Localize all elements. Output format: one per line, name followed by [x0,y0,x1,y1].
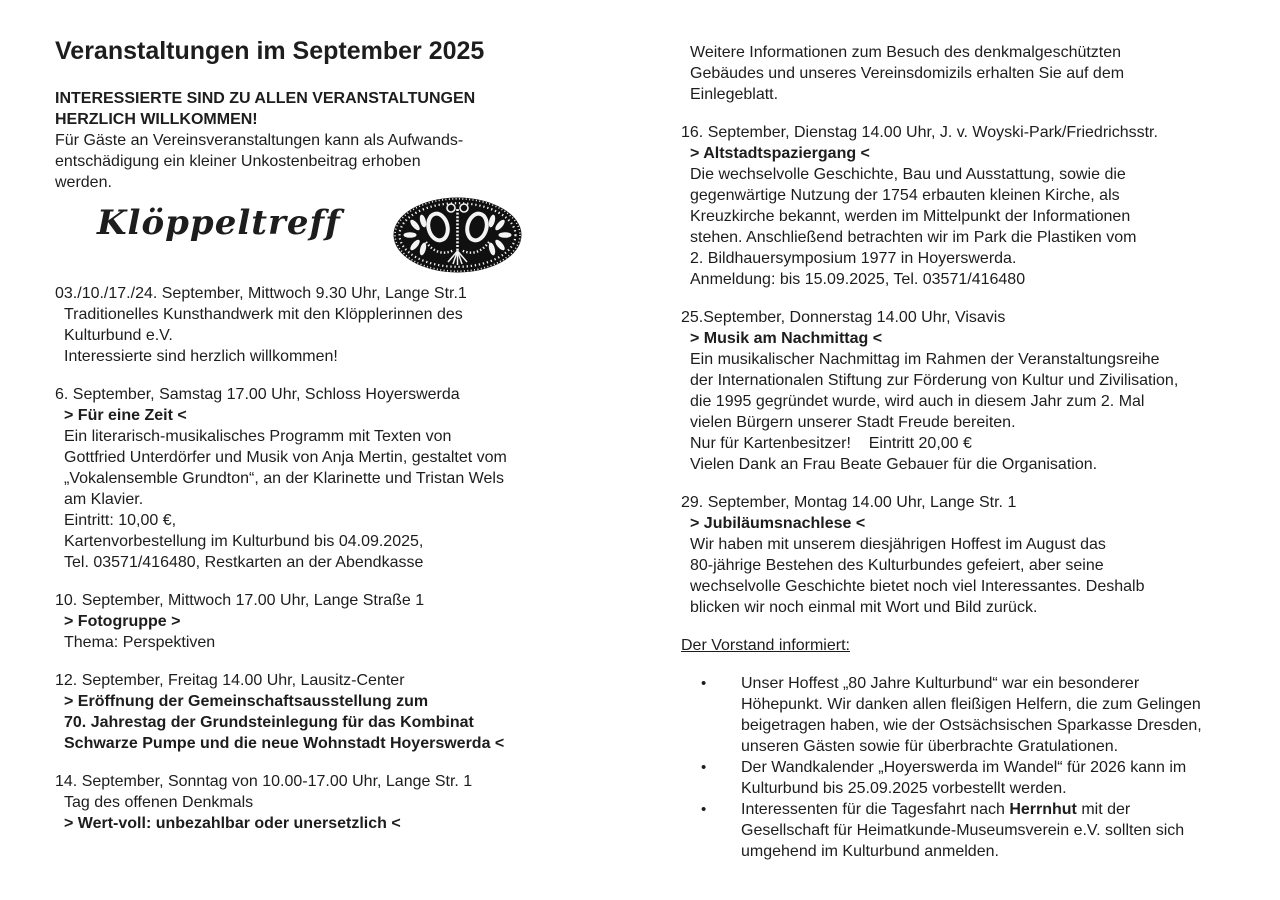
text-line [741,799,1261,820]
event-fuer-eine-zeit [55,384,643,573]
bullet-text [741,673,1261,757]
text-line [741,673,1261,694]
text-segment: Kulturbund bis 25.09.2025 vorbestellt werden. [741,780,1067,797]
event-gemeinschaftsausstellung [55,670,643,754]
text-line [681,534,1261,555]
text-line [55,510,643,531]
bullet-icon: • [701,675,707,692]
text-line [681,84,1261,105]
text-line [741,757,1261,778]
text-segment: entschädigung ein kleiner Unkostenbeitrag erhoben [55,153,421,170]
text-line [741,715,1261,736]
text-line [741,694,1261,715]
text-line [681,164,1261,185]
text-segment: Eintritt: 10,00 €, [64,512,177,529]
right-column [681,42,1261,862]
event-altstadtspaziergang [681,122,1261,290]
text-segment: Der Wandkalender „Hoyerswerda im Wandel“ für 2026 kann im [741,759,1187,776]
text-segment: 70. Jahrestag der Grundsteinlegung für das Kombinat [64,714,474,731]
text-segment: > Für eine Zeit < [64,407,187,424]
text-line [55,325,643,346]
event-kloeppeltreff [55,283,643,367]
text-segment: 16. September, Dienstag 14.00 Uhr, J. v. Woyski-Park/Friedrichsstr. [681,124,1158,141]
text-line [55,109,643,130]
text-line [681,391,1261,412]
text-segment: > Musik am Nachmittag < [690,330,883,347]
event-musik-am-nachmittag [681,307,1261,475]
event-tag-des-offenen-denkmals [55,771,643,834]
text-segment: 03./10./17./24. September, Mittwoch 9.30 Uhr, Lange Str.1 [55,285,467,302]
text-line [681,122,1261,143]
page-title: Veranstaltungen im September 2025 [55,37,485,65]
text-segment: Kartenvorbestellung im Kulturbund bis 04.09.2025, [64,533,424,550]
text-segment: Wir haben mit unserem diesjährigen Hoffest im August das [690,536,1106,553]
text-segment: Die wechselvolle Geschichte, Bau und Ausstattung, sowie die [690,166,1126,183]
text-segment: 14. September, Sonntag von 10.00-17.00 Uhr, Lange Str. 1 [55,773,473,790]
text-segment: Weitere Informationen zum Besuch des denkmalgeschützten [690,44,1122,61]
text-segment: Gesellschaft für Heimatkunde-Museumsverein e.V. sollten sich [741,822,1185,839]
text-segment: Der Vorstand informiert: [681,637,850,654]
text-line [55,611,643,632]
vorstand-bullets [681,673,1261,862]
bullet-icon: • [701,759,707,776]
text-segment: umgehend im Kulturbund anmelden. [741,843,999,860]
text-segment: Gebäudes und unseres Vereinsdomizils erhalten Sie auf dem [690,65,1125,82]
text-segment: Tel. 03571/416480, Restkarten an der Abendkasse [64,554,424,571]
text-segment: 10. September, Mittwoch 17.00 Uhr, Lange Straße 1 [55,592,425,609]
text-line [55,632,643,653]
text-line [55,151,643,172]
text-segment: beigetragen haben, wie der Ostsächsischen Sparkasse Dresden, [741,717,1202,734]
text-segment: Kreuzkirche bekannt, werden im Mittelpunkt der Informationen [690,208,1131,225]
text-segment: 25.September, Donnerstag 14.00 Uhr, Visavis [681,309,1006,326]
text-segment: > Eröffnung der Gemeinschaftsausstellung zum [64,693,429,710]
bullet-item [681,799,1261,862]
text-segment: 12. September, Freitag 14.00 Uhr, Lausitz-Center [55,672,405,689]
text-segment: Interessenten für die Tagesfahrt nach [741,801,1010,818]
text-segment: Vielen Dank an Frau Beate Gebauer für die Organisation. [690,456,1098,473]
text-segment: gegenwärtige Nutzung der 1754 erbauten kleinen Kirche, als [690,187,1120,204]
text-segment: Einlegeblatt. [690,86,779,103]
text-line [55,712,643,733]
text-segment: > Altstadtspaziergang < [690,145,870,162]
text-segment: „Vokalensemble Grundton“, an der Klarinette und Tristan Wels [64,470,504,487]
text-line [55,813,643,834]
denkmal-info [681,42,1261,105]
text-line [741,820,1261,841]
bullet-text [741,757,1261,799]
text-segment: Herrnhut [1009,801,1077,818]
bullet-text [741,799,1261,862]
text-segment: Kulturbund e.V. [64,327,173,344]
text-line [55,531,643,552]
text-line [55,670,643,691]
text-segment: Für Gäste an Vereinsveranstaltungen kann als Aufwands- [55,132,464,149]
text-line [55,283,643,304]
text-line [55,590,643,611]
text-line [681,206,1261,227]
text-line [681,42,1261,63]
text-segment: 6. September, Samstag 17.00 Uhr, Schloss Hoyerswerda [55,386,460,403]
text-line [681,307,1261,328]
text-line [741,841,1261,862]
bullet-item [681,673,1261,757]
text-segment: blicken wir noch einmal mit Wort und Bild zurück. [690,599,1038,616]
text-line [55,384,643,405]
text-segment: HERZLICH WILLKOMMEN! [55,111,258,128]
text-segment: unseren Gästen sowie für überbrachte Gratulationen. [741,738,1119,755]
text-line [681,370,1261,391]
text-segment: mit der [1076,801,1131,818]
text-segment: > Jubiläumsnachlese < [690,515,866,532]
text-line [681,597,1261,618]
text-segment: Interessierte sind herzlich willkommen! [64,348,338,365]
text-line [681,513,1261,534]
vorstand-heading [681,635,1261,656]
text-line [681,576,1261,597]
text-line [55,792,643,813]
text-line [681,412,1261,433]
text-line [55,468,643,489]
text-line [55,447,643,468]
bullet-item [681,757,1261,799]
text-line [681,63,1261,84]
intro-section [55,88,643,193]
text-segment: 29. September, Montag 14.00 Uhr, Lange Str. 1 [681,494,1017,511]
text-segment: 80-jährige Bestehen des Kulturbundes gefeiert, aber seine [690,557,1104,574]
right-section [681,42,1261,862]
text-line [55,552,643,573]
text-segment: Schwarze Pumpe und die neue Wohnstadt Hoyerswerda < [64,735,505,752]
text-line [55,426,643,447]
text-line [55,304,643,325]
text-segment: Thema: Perspektiven [64,634,216,651]
lace-doily-image [393,197,522,273]
kloeppeltreff-banner [55,197,643,275]
text-segment: Anmeldung: bis 15.09.2025, Tel. 03571/416480 [690,271,1026,288]
text-segment: INTERESSIERTE SIND ZU ALLEN VERANSTALTUNGEN [55,90,476,107]
text-line [681,433,1261,454]
text-line [681,185,1261,206]
kloeppeltreff-script-label: Klöppeltreff [97,203,341,243]
event-jubilaeumsnachlese [681,492,1261,618]
text-segment: Unser Hoffest „80 Jahre Kulturbund“ war ein besonderer [741,675,1140,692]
text-line [681,269,1261,290]
text-segment: Gottfried Unterdörfer und Musik von Anja Mertin, gestaltet vom [64,449,507,466]
text-segment: wechselvolle Geschichte bietet noch viel Interessantes. Deshalb [690,578,1145,595]
text-segment: am Klavier. [64,491,144,508]
text-line [681,349,1261,370]
text-line [681,555,1261,576]
event-fotogruppe [55,590,643,653]
text-line [55,733,643,754]
text-line [741,736,1261,757]
text-segment: Höhepunkt. Wir danken allen fleißigen Helfern, die zum Gelingen [741,696,1201,713]
bullet-icon: • [701,801,707,818]
text-line [681,492,1261,513]
text-line [55,691,643,712]
left-events-section [55,283,643,834]
text-segment: Ein musikalischer Nachmittag im Rahmen der Veranstaltungsreihe [690,351,1160,368]
text-line [681,227,1261,248]
text-line [681,248,1261,269]
text-line [681,328,1261,349]
text-segment: Traditionelles Kunsthandwerk mit den Klöpplerinnen des [64,306,463,323]
welcome-intro [55,88,643,193]
text-line [681,454,1261,475]
text-segment: Nur für Kartenbesitzer! Eintritt 20,00 € [690,435,972,452]
text-line [55,172,643,193]
text-segment: > Wert-voll: unbezahlbar oder unersetzlich < [64,815,401,832]
text-segment: werden. [55,174,112,191]
text-line [681,143,1261,164]
text-line [55,771,643,792]
text-line [681,635,1261,656]
text-line [55,405,643,426]
text-line [741,778,1261,799]
text-segment: 2. Bildhauersymposium 1977 in Hoyerswerda. [690,250,1017,267]
text-line [55,88,643,109]
text-segment: stehen. Anschließend betrachten wir im Park die Plastiken vom [690,229,1137,246]
text-segment: > Fotogruppe > [64,613,181,630]
text-segment: Tag des offenen Denkmals [64,794,254,811]
text-segment: die 1995 gegründet wurde, wird auch in diesem Jahr zum 2. Mal [690,393,1145,410]
text-line [55,489,643,510]
text-line [55,130,643,151]
left-column [55,36,643,834]
text-segment: der Internationalen Stiftung zur Förderung von Kultur und Zivilisation, [690,372,1179,389]
text-line [55,346,643,367]
text-segment: vielen Bürgern unserer Stadt Freude bereiten. [690,414,1016,431]
text-segment: Ein literarisch-musikalisches Programm mit Texten von [64,428,452,445]
